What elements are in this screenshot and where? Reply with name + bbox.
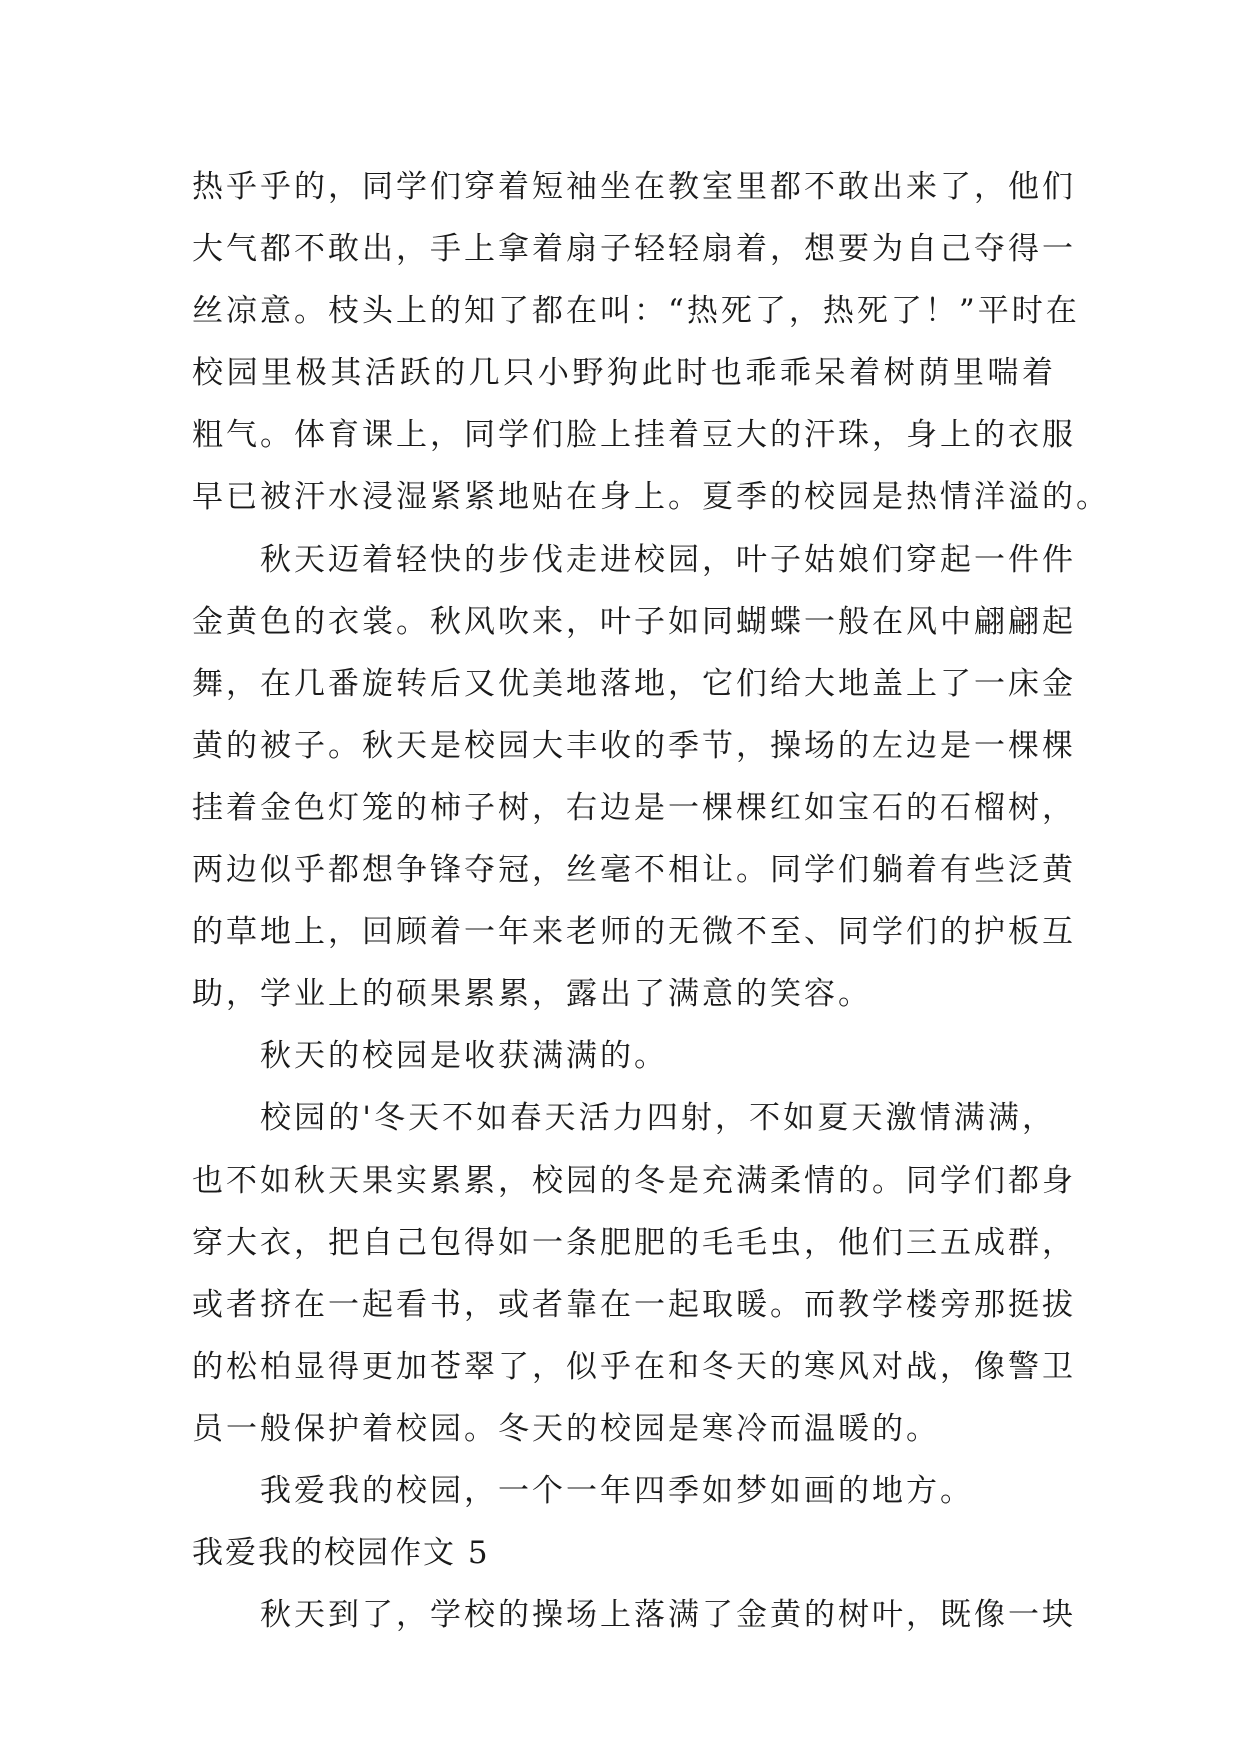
text-line: 两边似乎都想争锋夺冠，丝毫不相让。同学们躺着有些泛黄 <box>192 852 1076 889</box>
text-line: 金黄色的衣裳。秋风吹来，叶子如同蝴蝶一般在风中翩翩起 <box>192 603 1076 640</box>
text-line: 的松柏显得更加苍翠了，似乎在和冬天的寒风对战，像警卫 <box>192 1348 1076 1385</box>
text-line: 也不如秋天果实累累，校园的冬是充满柔情的。同学们都身 <box>192 1162 1076 1199</box>
text-line: 秋天到了，学校的操场上落满了金黄的树叶，既像一块 <box>260 1597 1076 1634</box>
text-line: 校园的'冬天不如春天活力四射，不如夏天激情满满， <box>260 1100 1056 1137</box>
text-line: 助，学业上的硕果累累，露出了满意的笑容。 <box>192 976 872 1013</box>
text-line: 大气都不敢出，手上拿着扇子轻轻扇着，想要为自己夺得一 <box>192 231 1076 268</box>
text-line: 秋天的校园是收获满满的。 <box>260 1038 668 1075</box>
text-line: 黄的被子。秋天是校园大丰收的季节，操场的左边是一棵棵 <box>192 727 1076 764</box>
text-line: 早已被汗水浸湿紧紧地贴在身上。夏季的校园是热情洋溢的。 <box>192 479 1110 516</box>
text-line: 员一般保护着校园。冬天的校园是寒冷而温暖的。 <box>192 1410 940 1447</box>
text-line: 舞，在几番旋转后又优美地落地，它们给大地盖上了一床金 <box>192 665 1076 702</box>
text-line: 粗气。体育课上，同学们脸上挂着豆大的汗珠，身上的衣服 <box>192 417 1076 454</box>
text-line: 挂着金色灯笼的柿子树，右边是一棵棵红如宝石的石榴树， <box>192 789 1076 826</box>
text-line: 或者挤在一起看书，或者靠在一起取暖。而教学楼旁那挺拔 <box>192 1286 1076 1323</box>
text-line: 秋天迈着轻快的步伐走进校园，叶子姑娘们穿起一件件 <box>260 541 1076 578</box>
section-heading: 我爱我的校园作文 5 <box>192 1535 490 1572</box>
text-line: 的草地上，回顾着一年来老师的无微不至、同学们的护板互 <box>192 914 1076 951</box>
text-line: 热乎乎的，同学们穿着短袖坐在教室里都不敢出来了，他们 <box>192 169 1076 205</box>
text-line: 校园里极其活跃的几只小野狗此时也乖乖呆着树荫里喘着 <box>192 355 1056 392</box>
essay-text <box>192 156 1110 1646</box>
text-line: 丝凉意。枝头上的知了都在叫：“热死了，热死了！”平时在 <box>192 293 1080 330</box>
text-line: 我爱我的校园，一个一年四季如梦如画的地方。 <box>260 1472 974 1509</box>
text-line: 穿大衣，把自己包得如一条肥肥的毛毛虫，他们三五成群， <box>192 1224 1076 1261</box>
